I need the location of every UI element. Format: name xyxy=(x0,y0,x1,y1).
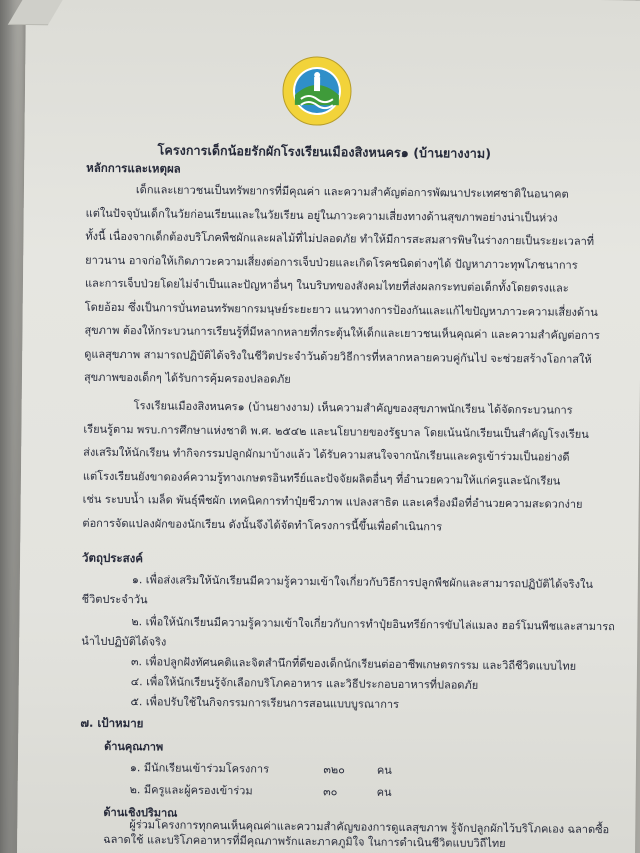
rationale-line: ยาวนาน อาจก่อให้เกิดภาวะความเสี่ยงต่อการเจ็บป่วยและเกิดโรคชนิดต่างๆได้ ปัญหาภาวะทุพโภชนาการ xyxy=(85,253,578,272)
document-page xyxy=(17,0,640,853)
target-row xyxy=(130,761,392,778)
rationale-line: ส่งเสริมให้นักเรียน ทำกิจกรรมปลูกผักมาบ้างแล้ว ได้รับความสนใจจากนักเรียนและครูเข้าร่วมเป็นอย่างดี xyxy=(83,445,570,464)
target-row xyxy=(130,783,392,800)
rationale-heading: หลักการและเหตุผล xyxy=(86,160,181,176)
objectives-heading: วัตถุประสงค์ xyxy=(82,550,144,566)
objective-item: ๒. เพื่อให้นักเรียนมีความรู้ความเข้าใจเกี่ยวกับการทำปุ๋ยอินทรีย์การขับไล่แมลง ฮอร์โมนพืชและสามารถ xyxy=(131,615,615,634)
rationale-line: เรียนรู้ตาม พรบ.การศึกษาแห่งชาติ พ.ศ. ๒๕๔๒ และนโยบายของรัฐบาล โดยเน้นนักเรียนเป็นสำคัญโรงเรียน xyxy=(83,422,589,441)
targets-heading: ๗. เป้าหมาย xyxy=(80,715,144,731)
objective-item: ชีวิตประจำวัน xyxy=(81,592,148,607)
target-label: ๒. มีครูและผู้ครองเข้าร่วม xyxy=(129,783,253,798)
objective-item: ๓. เพื่อปลูกฝังทัศนคติและจิตสำนึกที่ดีของเด็กนักเรียนต่ออาชีพเกษตรกรรม และวิถีชีวิตแบบไทย xyxy=(130,655,577,673)
quantity-line: ผู้ร่วมโครงการทุกคนเห็นคุณค่าและความสำคัญของการดูแลสุขภาพ รู้จักปลูกผักไว้บริโภคเอง ฉลาดซื้อ xyxy=(129,818,610,837)
rationale-line: สุขภาพของเด็กๆ ได้รับการคุ้มครองปลอดภัย xyxy=(83,370,291,386)
target-label: ๑. มีนักเรียนเข้าร่วมโครงการ xyxy=(129,761,270,776)
rationale-line: เช่น ระบบน้ำ เมล็ด พันธุ์พืชผัก เทคนิคการทำปุ๋ยชีวภาพ แปลงสาธิต และเครื่องมือที่อำนวยความสะดวกง่าย xyxy=(82,492,583,511)
quantity-heading: ด้านเชิงปริมาณ xyxy=(103,805,178,820)
target-count: ๓๒๐ xyxy=(323,763,345,777)
rationale-line: แต่โรงเรียนยังขาดองค์ความรู้ทางเกษตรอินทรีย์และปัจจัยผลิตอื่นๆ ที่อำนวยความให้แก่ครูและนักเรียน xyxy=(82,469,561,488)
objective-item: ๔. เพื่อให้นักเรียนรู้จักเลือกบริโภคอาหาร และวิธีประกอบอาหารที่ปลอดภัย xyxy=(130,675,479,692)
rationale-line: ทั้งนี้ เนื่องจากเด็กต้องบริโภคพืชผักและผลไม้ที่ไม่ปลอดภัย ทำให้มีการสะสมสารพิษในร่างกายเป็นระยะเวลาที่ xyxy=(85,229,595,248)
rationale-line: ต่อการจัดแปลงผักของนักเรียน ดังนั้นจึงได้จัดทำโครงการนี้ขึ้นเพื่อดำเนินการ xyxy=(82,516,443,534)
rationale-line: เด็กและเยาวชนเป็นทรัพยากรที่มีคุณค่า และความสำคัญต่อการพัฒนาประเทศชาติในอนาคต xyxy=(135,183,569,201)
target-unit: คน xyxy=(376,785,392,799)
objective-item: ๕. เพื่อปรับใช้ในกิจกรรมการเรียนการสอนแบบบูรณาการ xyxy=(130,695,400,711)
rationale-line: ดูแลสุขภาพ สามารถปฏิบัติได้จริงในชีวิตประจำวันด้วยวิธีการที่หลากหลายควบคู่กันไป จะช่วยสร้างโอกาสให้ xyxy=(84,347,592,366)
rationale-line: โดยอ้อม ซึ่งเป็นการบั่นทอนทรัพยากรมนุษย์ระยะยาว แนวทางการป้องกันและแก้ไขปัญหาภาวะความเสี่ยงด้าน xyxy=(84,300,598,320)
objective-item: ๑. เพื่อส่งเสริมให้นักเรียนมีความรู้ความเข้าใจเกี่ยวกับวิธีการปลูกพืชผักและสามารถปฏิบัติได้จริงใน xyxy=(131,573,593,591)
target-count: ๓๐ xyxy=(323,785,338,799)
project-title: โครงการเด็กน้อยรักผักโรงเรียนเมืองสิงหนคร๑ (บ้านยางงาม) xyxy=(157,142,492,161)
rationale-line: โรงเรียนเมืองสิงหนคร๑ (บ้านยางงาม) เห็นความสำคัญของสุขภาพนักเรียน ได้จัดกระบวนการ xyxy=(133,399,573,417)
school-logo-icon xyxy=(281,55,354,128)
target-unit: คน xyxy=(376,763,392,777)
quality-heading: ด้านคุณภาพ xyxy=(104,739,164,754)
quantity-line: ฉลาดใช้ และบริโภคอาหารที่มีคุณภาพรักและภาคภูมิใจ ในการดำเนินชีวิตแบบวิถีไทย xyxy=(103,832,506,851)
objective-item: นำไปปฏิบัติได้จริง xyxy=(81,634,167,649)
rationale-line: และการเจ็บป่วยโดยไม่จำเป็นและปัญหาอื่นๆ ในบริบทของสังคมไทยที่ส่งผลกระทบต่อเด็กทั้งโดยตรงและ xyxy=(84,276,569,295)
rationale-line: สุขภาพ ต้องให้กระบวนการเรียนรู้ที่มีหลากหลายที่กระตุ้นให้เด็กและเยาวชนเห็นคุณค่า และความสำคัญต่อการ xyxy=(84,323,600,343)
folded-sheet-corner xyxy=(8,0,66,25)
rationale-line: แต่ในปัจจุบันเด็กในวัยก่อนเรียนและในวัยเรียน อยู่ในภาวะความเสี่ยงทางด้านสุขภาพอย่างน่าเป็นห่วง xyxy=(85,206,558,225)
